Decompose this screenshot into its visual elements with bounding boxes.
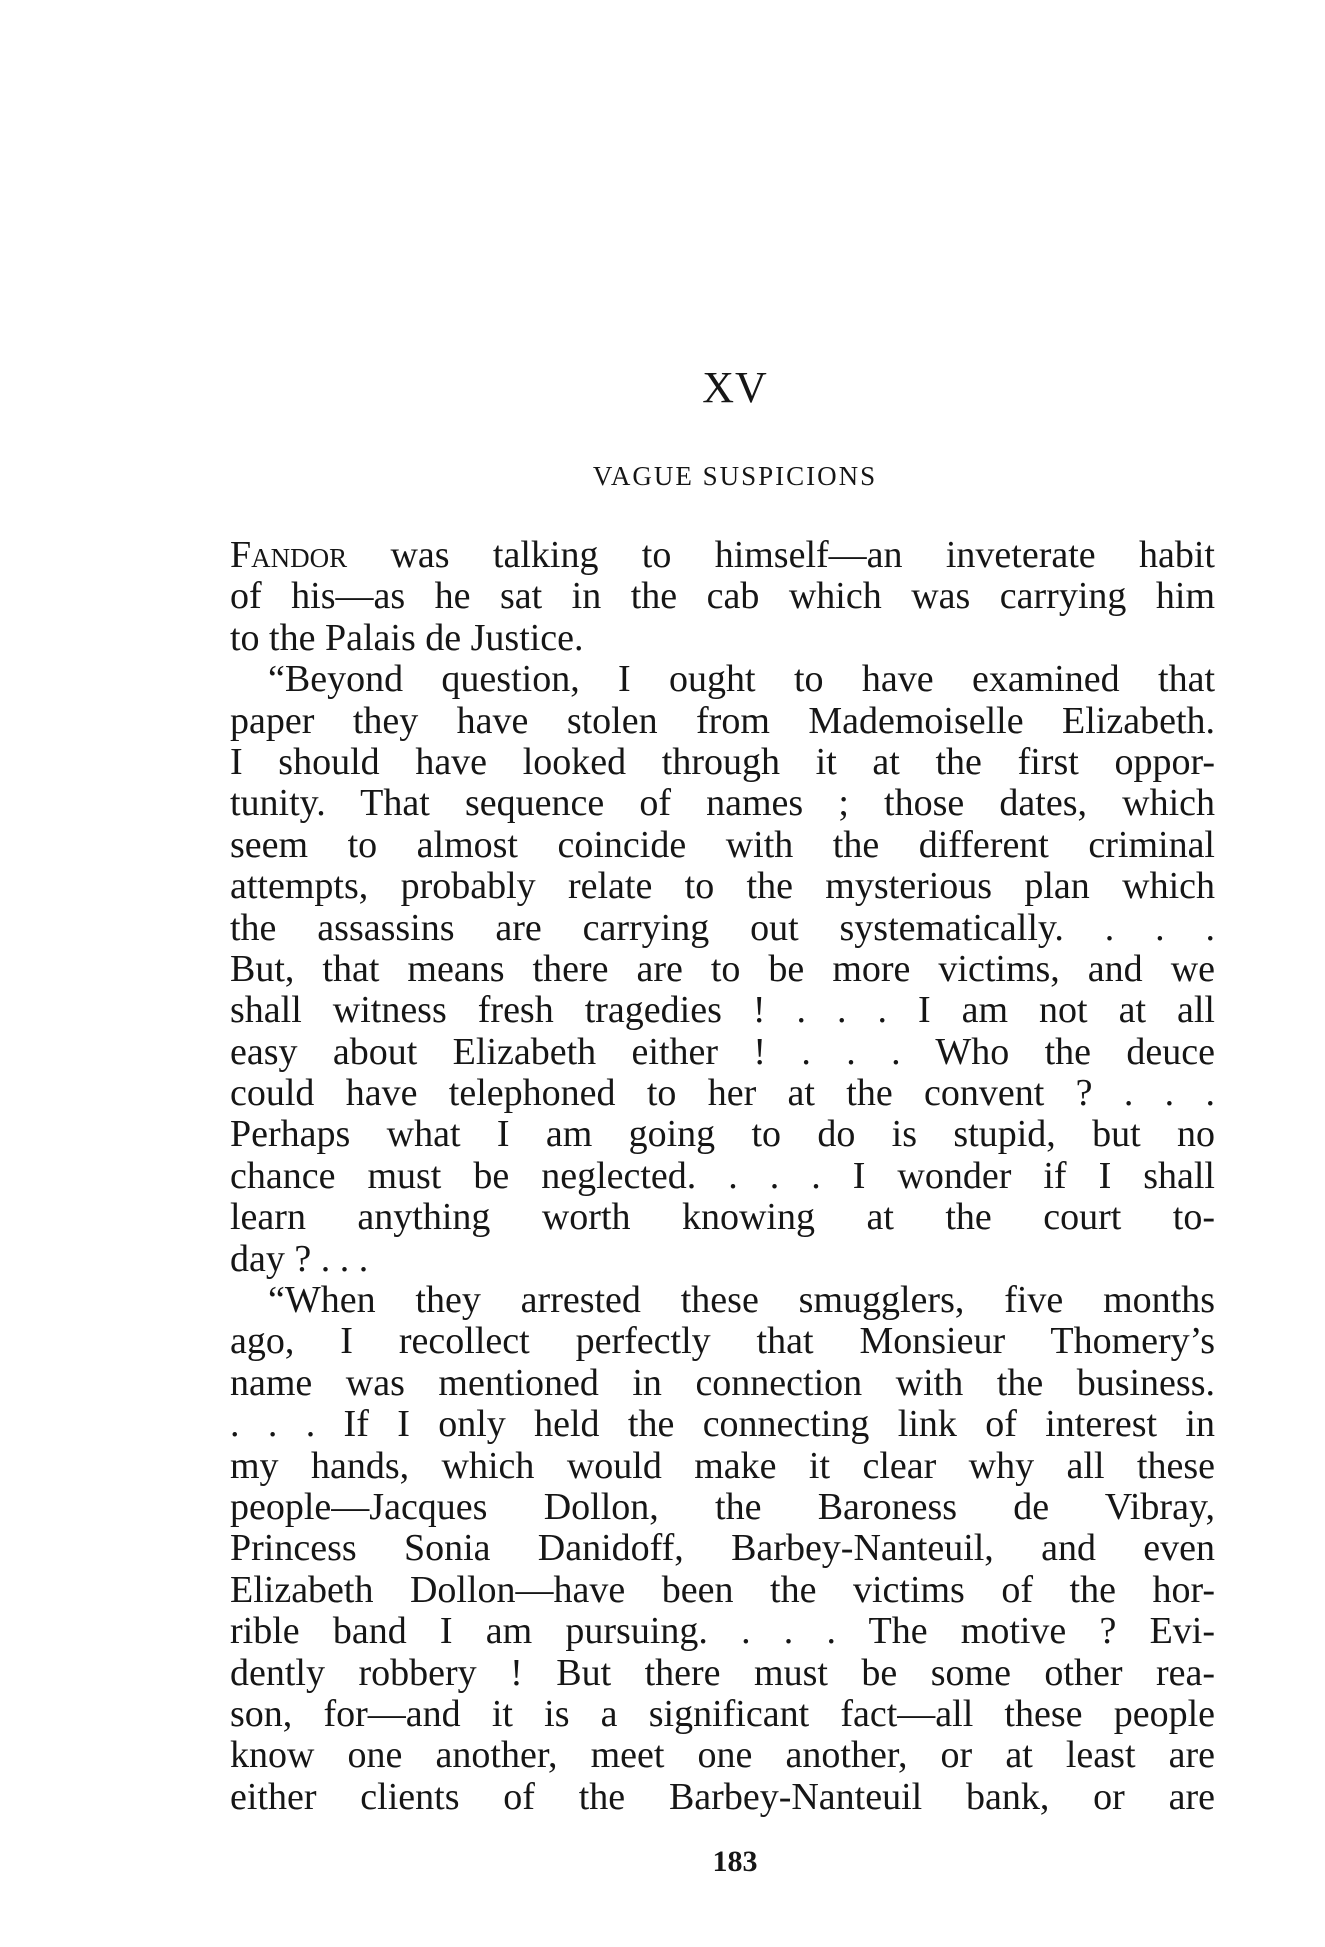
text-line: Elizabeth Dollon—have been the victims of the hor- [230, 1568, 1215, 1611]
paragraph [230, 1280, 1215, 1818]
text-line: know one another, meet one another, or at least are [230, 1734, 1215, 1777]
page-number: 183 [712, 1845, 758, 1878]
paragraph [230, 659, 1215, 1280]
text-line: ago, I recollect perfectly that Monsieur Thomery’s [230, 1320, 1215, 1363]
text-line: rible band I am pursuing. . . . The motive ? Evi- [230, 1610, 1215, 1653]
chapter-title: VAGUE SUSPICIONS [592, 461, 878, 491]
text-line: seem to almost coincide with the different criminal [230, 823, 1215, 866]
text-line: “When they arrested these smugglers, five months [268, 1279, 1215, 1322]
text-line: my hands, which would make it clear why all these [230, 1444, 1215, 1487]
text-line: easy about Elizabeth either ! . . . Who the deuce [230, 1030, 1215, 1073]
paragraph [230, 535, 1215, 659]
line-text: was talking to himself—an inveterate habit [347, 534, 1215, 576]
text-line: name was mentioned in connection with the business. [230, 1361, 1215, 1404]
text-line: “Beyond question, I ought to have examined that [268, 658, 1215, 701]
text-line: attempts, probably relate to the mysterious plan which [230, 865, 1215, 908]
text-line: Perhaps what I am going to do is stupid, but no [230, 1113, 1215, 1156]
text-line: either clients of the Barbey-Nanteuil bank, or are [230, 1775, 1215, 1818]
text-line: day ? . . . [230, 1237, 369, 1280]
text-line [230, 535, 1215, 576]
text-line: I should have looked through it at the first oppor- [230, 740, 1215, 783]
opening-name: Fandor [230, 534, 348, 576]
text-line: Princess Sonia Danidoff, Barbey-Nanteuil, and even [230, 1527, 1215, 1570]
text-line: dently robbery ! But there must be some other rea- [230, 1651, 1215, 1694]
text-line: tunity. That sequence of names ; those dates, which [230, 782, 1215, 825]
text-line: chance must be neglected. . . . I wonder if I shall [230, 1154, 1215, 1197]
text-line: son, for—and it is a significant fact—all these people [230, 1692, 1215, 1735]
text-line: paper they have stolen from Mademoiselle Elizabeth. [230, 699, 1215, 742]
text-line: the assassins are carrying out systematically. . . . [230, 906, 1215, 949]
chapter-number: XV [702, 363, 768, 412]
text-line: . . . If I only held the connecting link of interest in [230, 1403, 1215, 1446]
text-line: shall witness fresh tragedies ! . . . I am not at all [230, 989, 1215, 1032]
chapter-body [230, 535, 1215, 1818]
text-line: to the Palais de Justice. [230, 616, 584, 659]
text-line: people—Jacques Dollon, the Baroness de Vibray, [230, 1485, 1215, 1528]
text-line: But, that means there are to be more victims, and we [230, 947, 1215, 990]
text-line: learn anything worth knowing at the court to- [230, 1196, 1215, 1239]
text-line: could have telephoned to her at the convent ? . . . [230, 1072, 1215, 1115]
text-line: of his—as he sat in the cab which was carrying him [230, 575, 1215, 618]
